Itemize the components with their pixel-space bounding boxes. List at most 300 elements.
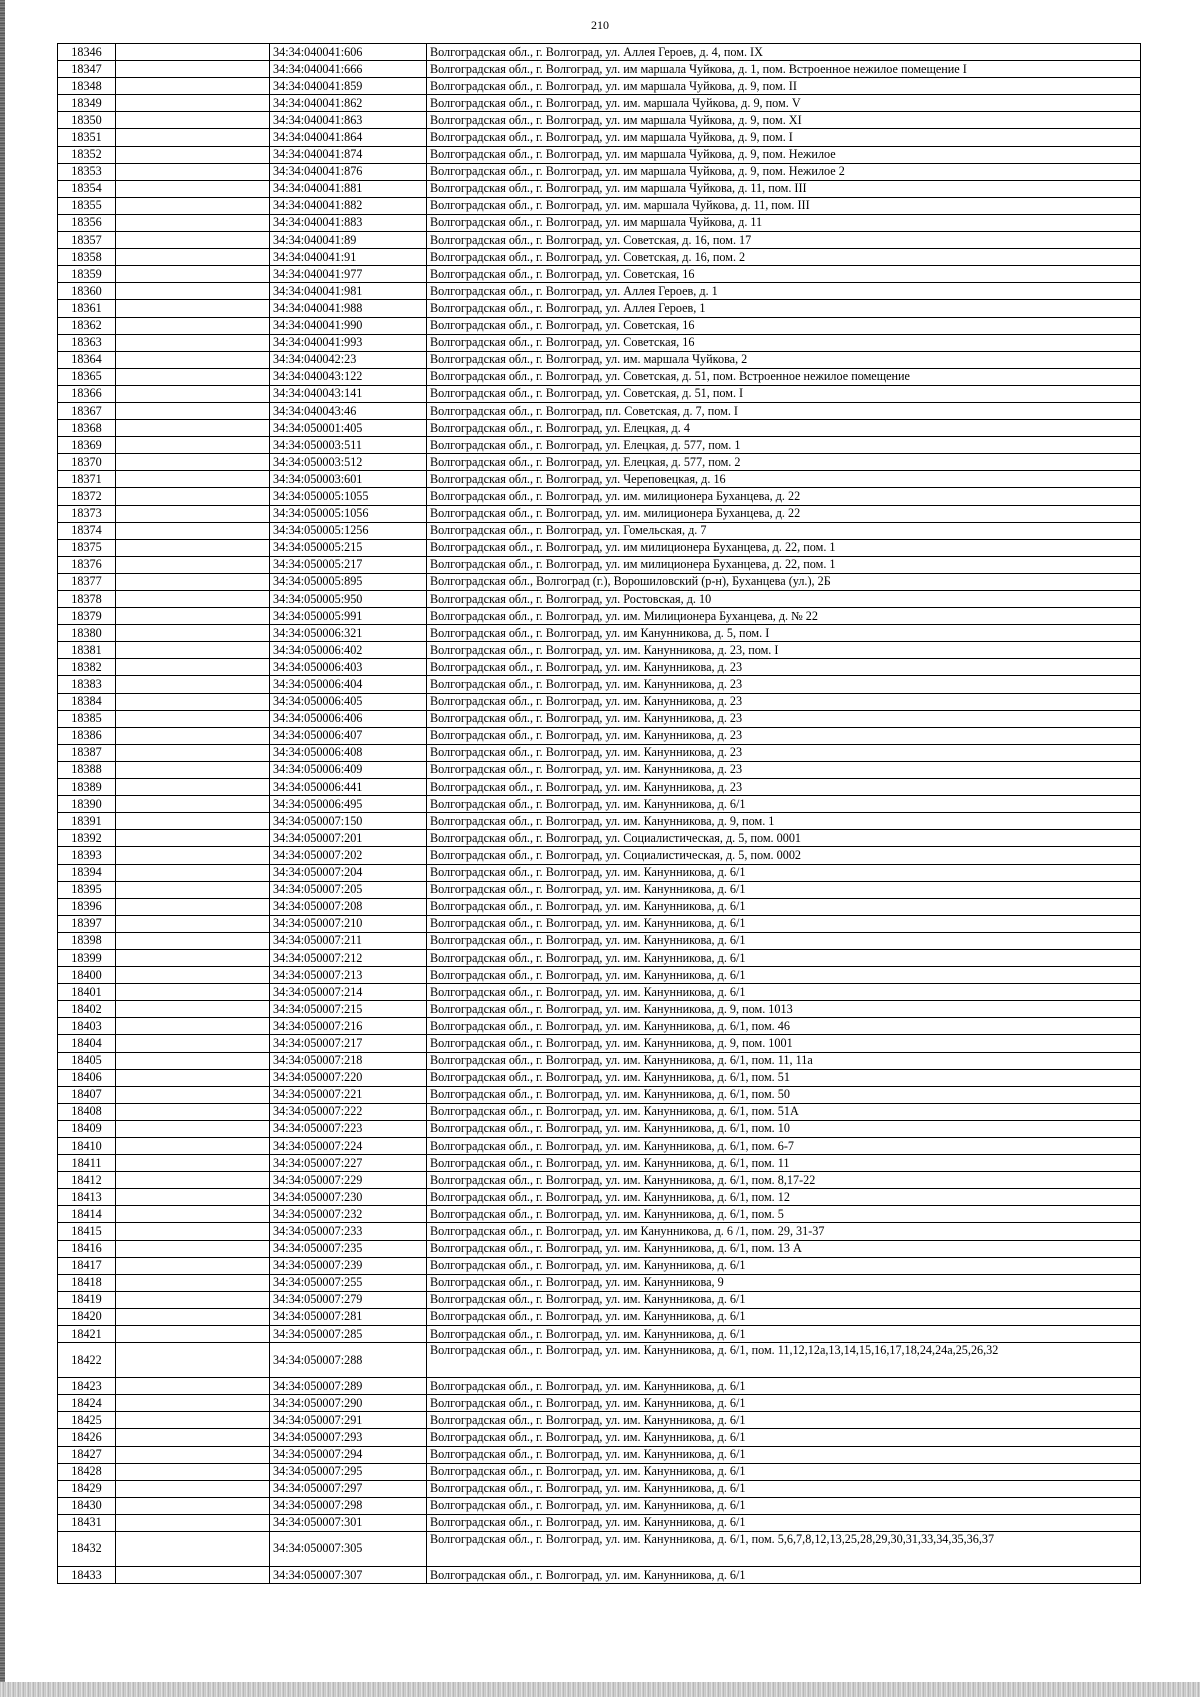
empty-cell — [116, 625, 270, 642]
table-row — [58, 420, 1141, 437]
row-number-cell: 18416 — [58, 1240, 116, 1257]
row-number-cell: 18386 — [58, 727, 116, 744]
row-number-cell: 18390 — [58, 796, 116, 813]
address-cell: Волгоградская обл., г. Волгоград, ул. им. маршала Чуйкова, д. 9, пом. V — [427, 95, 1141, 112]
cadastral-number-cell: 34:34:050006:403 — [270, 659, 427, 676]
row-number-cell: 18368 — [58, 420, 116, 437]
row-number-cell: 18376 — [58, 556, 116, 573]
row-number-cell: 18374 — [58, 522, 116, 539]
empty-cell — [116, 1103, 270, 1120]
cadastral-number-cell: 34:34:050007:230 — [270, 1189, 427, 1206]
empty-cell — [116, 693, 270, 710]
cadastral-number-cell: 34:34:050007:221 — [270, 1086, 427, 1103]
row-number-cell: 18348 — [58, 78, 116, 95]
row-number-cell: 18379 — [58, 608, 116, 625]
address-cell: Волгоградская обл., г. Волгоград, ул. им. Канунникова, д. 6/1, пом. 13 А — [427, 1240, 1141, 1257]
table-row — [58, 591, 1141, 608]
cadastral-number-cell: 34:34:050007:208 — [270, 898, 427, 915]
table-row — [58, 214, 1141, 231]
address-cell: Волгоградская обл., г. Волгоград, ул. им. Канунникова, д. 6/1 — [427, 898, 1141, 915]
row-number-cell: 18405 — [58, 1052, 116, 1069]
table-row — [58, 779, 1141, 796]
address-cell: Волгоградская обл., г. Волгоград, ул. им. Канунникова, д. 9, пом. 1001 — [427, 1035, 1141, 1052]
empty-cell — [116, 1120, 270, 1137]
table-row — [58, 830, 1141, 847]
table-row — [58, 61, 1141, 78]
table-row — [58, 232, 1141, 249]
table-row — [58, 1497, 1141, 1514]
address-cell: Волгоградская обл., г. Волгоград, ул. им. Канунникова, д. 6/1 — [427, 984, 1141, 1001]
table-row — [58, 78, 1141, 95]
empty-cell — [116, 847, 270, 864]
address-cell: Волгоградская обл., г. Волгоград, ул. им милиционера Буханцева, д. 22, пом. 1 — [427, 556, 1141, 573]
table-row — [58, 727, 1141, 744]
table-row — [58, 710, 1141, 727]
empty-cell — [116, 437, 270, 454]
cadastral-number-cell: 34:34:050005:895 — [270, 573, 427, 590]
empty-cell — [116, 796, 270, 813]
table-row — [58, 95, 1141, 112]
table-row — [58, 266, 1141, 283]
cadastral-number-cell: 34:34:050006:406 — [270, 710, 427, 727]
row-number-cell: 18411 — [58, 1155, 116, 1172]
table-row — [58, 847, 1141, 864]
row-number-cell: 18370 — [58, 454, 116, 471]
address-cell: Волгоградская обл., г. Волгоград, ул. им. Канунникова, д. 6/1 — [427, 1412, 1141, 1429]
table-row — [58, 1035, 1141, 1052]
cadastral-number-cell: 34:34:050005:215 — [270, 539, 427, 556]
empty-cell — [116, 779, 270, 796]
empty-cell — [116, 1531, 270, 1566]
row-number-cell: 18351 — [58, 129, 116, 146]
empty-cell — [116, 813, 270, 830]
cadastral-number-cell: 34:34:050005:1056 — [270, 505, 427, 522]
scan-edge-bottom — [0, 1682, 1200, 1697]
empty-cell — [116, 864, 270, 881]
row-number-cell: 18372 — [58, 488, 116, 505]
row-number-cell: 18399 — [58, 949, 116, 966]
address-cell: Волгоградская обл., г. Волгоград, ул. Аллея Героев, д. 4, пом. IX — [427, 44, 1141, 61]
address-cell: Волгоградская обл., г. Волгоград, ул. им. Канунникова, д. 6/1, пом. 46 — [427, 1018, 1141, 1035]
empty-cell — [116, 1172, 270, 1189]
cadastral-number-cell: 34:34:050005:1256 — [270, 522, 427, 539]
empty-cell — [116, 163, 270, 180]
row-number-cell: 18380 — [58, 625, 116, 642]
empty-cell — [116, 488, 270, 505]
cadastral-number-cell: 34:34:040043:141 — [270, 385, 427, 402]
address-cell: Волгоградская обл., г. Волгоград, ул. им. Канунникова, д. 6/1 — [427, 932, 1141, 949]
cadastral-number-cell: 34:34:050006:408 — [270, 744, 427, 761]
table-row — [58, 1429, 1141, 1446]
cadastral-number-cell: 34:34:040041:977 — [270, 266, 427, 283]
empty-cell — [116, 249, 270, 266]
row-number-cell: 18358 — [58, 249, 116, 266]
table-row — [58, 300, 1141, 317]
address-cell: Волгоградская обл., г. Волгоград, ул. им. Канунникова, д. 23 — [427, 744, 1141, 761]
cadastral-number-cell: 34:34:050006:405 — [270, 693, 427, 710]
row-number-cell: 18433 — [58, 1566, 116, 1583]
address-cell: Волгоградская обл., г. Волгоград, ул. Череповецкая, д. 16 — [427, 471, 1141, 488]
row-number-cell: 18363 — [58, 334, 116, 351]
empty-cell — [116, 1429, 270, 1446]
cadastral-number-cell: 34:34:040041:859 — [270, 78, 427, 95]
cadastral-number-cell: 34:34:050007:255 — [270, 1274, 427, 1291]
table-row — [58, 1531, 1141, 1566]
empty-cell — [116, 1223, 270, 1240]
row-number-cell: 18389 — [58, 779, 116, 796]
row-number-cell: 18402 — [58, 1001, 116, 1018]
table-row — [58, 1463, 1141, 1480]
empty-cell — [116, 214, 270, 231]
row-number-cell: 18425 — [58, 1412, 116, 1429]
address-cell: Волгоградская обл., г. Волгоград, ул. им маршала Чуйкова, д. 9, пом. II — [427, 78, 1141, 95]
cadastral-number-cell: 34:34:050007:214 — [270, 984, 427, 1001]
table-row — [58, 44, 1141, 61]
cadastral-number-cell: 34:34:050006:495 — [270, 796, 427, 813]
row-number-cell: 18391 — [58, 813, 116, 830]
table-row — [58, 1480, 1141, 1497]
row-number-cell: 18361 — [58, 300, 116, 317]
empty-cell — [116, 915, 270, 932]
empty-cell — [116, 471, 270, 488]
row-number-cell: 18410 — [58, 1138, 116, 1155]
table-row — [58, 1001, 1141, 1018]
row-number-cell: 18419 — [58, 1291, 116, 1308]
row-number-cell: 18347 — [58, 61, 116, 78]
empty-cell — [116, 949, 270, 966]
address-cell: Волгоградская обл., г. Волгоград, пл. Советская, д. 7, пом. I — [427, 402, 1141, 419]
table-row — [58, 1326, 1141, 1343]
address-cell: Волгоградская обл., г. Волгоград, ул. им маршала Чуйкова, д. 11 — [427, 214, 1141, 231]
empty-cell — [116, 1189, 270, 1206]
table-row — [58, 1240, 1141, 1257]
cadastral-number-cell: 34:34:050007:213 — [270, 967, 427, 984]
address-cell: Волгоградская обл., г. Волгоград, ул. им. Канунникова, д. 6/1 — [427, 1429, 1141, 1446]
cadastral-number-cell: 34:34:050006:402 — [270, 642, 427, 659]
empty-cell — [116, 1395, 270, 1412]
empty-cell — [116, 1463, 270, 1480]
table-row — [58, 573, 1141, 590]
cadastral-number-cell: 34:34:050007:223 — [270, 1120, 427, 1137]
address-cell: Волгоградская обл., г. Волгоград, ул. им. Канунникова, д. 6/1 — [427, 1308, 1141, 1325]
table-row — [58, 556, 1141, 573]
row-number-cell: 18359 — [58, 266, 116, 283]
cadastral-number-cell: 34:34:050007:305 — [270, 1531, 427, 1566]
cadastral-number-cell: 34:34:050007:218 — [270, 1052, 427, 1069]
empty-cell — [116, 1035, 270, 1052]
table-row — [58, 539, 1141, 556]
cadastral-number-cell: 34:34:050003:601 — [270, 471, 427, 488]
address-cell: Волгоградская обл., г. Волгоград, ул. им. Канунникова, д. 6/1 — [427, 1566, 1141, 1583]
empty-cell — [116, 420, 270, 437]
table-row — [58, 1223, 1141, 1240]
row-number-cell: 18367 — [58, 402, 116, 419]
empty-cell — [116, 556, 270, 573]
table-row — [58, 283, 1141, 300]
row-number-cell: 18355 — [58, 197, 116, 214]
table-row — [58, 1566, 1141, 1583]
table-row — [58, 881, 1141, 898]
address-cell: Волгоградская обл., г. Волгоград, ул. им маршала Чуйкова, д. 9, пом. Нежилое 2 — [427, 163, 1141, 180]
address-cell: Волгоградская обл., г. Волгоград, ул. им. маршала Чуйкова, 2 — [427, 351, 1141, 368]
address-cell: Волгоградская обл., г. Волгоград, ул. им. Канунникова, д. 6/1 — [427, 1480, 1141, 1497]
table-row — [58, 984, 1141, 1001]
table-row — [58, 761, 1141, 778]
row-number-cell: 18403 — [58, 1018, 116, 1035]
row-number-cell: 18349 — [58, 95, 116, 112]
table-row — [58, 915, 1141, 932]
empty-cell — [116, 61, 270, 78]
cadastral-number-cell: 34:34:050007:211 — [270, 932, 427, 949]
address-cell: Волгоградская обл., г. Волгоград, ул. им. Канунникова, д. 6/1 — [427, 1378, 1141, 1395]
empty-cell — [116, 368, 270, 385]
empty-cell — [116, 1155, 270, 1172]
address-cell: Волгоградская обл., г. Волгоград, ул. им. Канунникова, д. 23 — [427, 761, 1141, 778]
empty-cell — [116, 1291, 270, 1308]
table-row — [58, 932, 1141, 949]
table-row — [58, 249, 1141, 266]
cadastral-number-cell: 34:34:040041:862 — [270, 95, 427, 112]
empty-cell — [116, 1052, 270, 1069]
address-cell: Волгоградская обл., г. Волгоград, ул. им. Канунникова, д. 6/1 — [427, 1446, 1141, 1463]
row-number-cell: 18382 — [58, 659, 116, 676]
address-cell: Волгоградская обл., г. Волгоград, ул. Советская, д. 51, пом. I — [427, 385, 1141, 402]
row-number-cell: 18424 — [58, 1395, 116, 1412]
row-number-cell: 18392 — [58, 830, 116, 847]
row-number-cell: 18396 — [58, 898, 116, 915]
address-cell: Волгоградская обл., г. Волгоград, ул. им. Канунникова, д. 6/1 — [427, 967, 1141, 984]
address-cell: Волгоградская обл., г. Волгоград, ул. Социалистическая, д. 5, пом. 0001 — [427, 830, 1141, 847]
address-cell: Волгоградская обл., г. Волгоград, ул. Советская, д. 16, пом. 2 — [427, 249, 1141, 266]
cadastral-number-cell: 34:34:050007:202 — [270, 847, 427, 864]
row-number-cell: 18394 — [58, 864, 116, 881]
table-row — [58, 1378, 1141, 1395]
cadastral-number-cell: 34:34:040043:46 — [270, 402, 427, 419]
empty-cell — [116, 1257, 270, 1274]
row-number-cell: 18401 — [58, 984, 116, 1001]
table-row — [58, 1069, 1141, 1086]
empty-cell — [116, 334, 270, 351]
empty-cell — [116, 44, 270, 61]
empty-cell — [116, 1069, 270, 1086]
address-cell: Волгоградская обл., г. Волгоград, ул. им. маршала Чуйкова, д. 11, пом. III — [427, 197, 1141, 214]
cadastral-number-cell: 34:34:050005:991 — [270, 608, 427, 625]
empty-cell — [116, 283, 270, 300]
row-number-cell: 18420 — [58, 1308, 116, 1325]
cadastral-number-cell: 34:34:050007:288 — [270, 1343, 427, 1378]
row-number-cell: 18354 — [58, 180, 116, 197]
table-row — [58, 1052, 1141, 1069]
cadastral-number-cell: 34:34:050006:407 — [270, 727, 427, 744]
cadastral-number-cell: 34:34:050007:307 — [270, 1566, 427, 1583]
table-row — [58, 1138, 1141, 1155]
row-number-cell: 18421 — [58, 1326, 116, 1343]
row-number-cell: 18426 — [58, 1429, 116, 1446]
row-number-cell: 18408 — [58, 1103, 116, 1120]
empty-cell — [116, 1308, 270, 1325]
address-cell: Волгоградская обл., г. Волгоград, ул. им маршала Чуйкова, д. 9, пом. Нежилое — [427, 146, 1141, 163]
table-row — [58, 864, 1141, 881]
address-cell: Волгоградская обл., г. Волгоград, ул. Советская, 16 — [427, 266, 1141, 283]
row-number-cell: 18360 — [58, 283, 116, 300]
address-cell: Волгоградская обл., г. Волгоград, ул. Гомельская, д. 7 — [427, 522, 1141, 539]
address-cell: Волгоградская обл., г. Волгоград, ул. им. Канунникова, 9 — [427, 1274, 1141, 1291]
table-row — [58, 1412, 1141, 1429]
cadastral-number-cell: 34:34:050007:220 — [270, 1069, 427, 1086]
empty-cell — [116, 522, 270, 539]
row-number-cell: 18388 — [58, 761, 116, 778]
empty-cell — [116, 505, 270, 522]
address-cell: Волгоградская обл., г. Волгоград, ул. Елецкая, д. 4 — [427, 420, 1141, 437]
cadastral-number-cell: 34:34:050007:289 — [270, 1378, 427, 1395]
empty-cell — [116, 539, 270, 556]
address-cell: Волгоградская обл., г. Волгоград, ул. им. Канунникова, д. 6/1, пом. 51 — [427, 1069, 1141, 1086]
cadastral-number-cell: 34:34:050007:205 — [270, 881, 427, 898]
empty-cell — [116, 967, 270, 984]
empty-cell — [116, 197, 270, 214]
empty-cell — [116, 1378, 270, 1395]
cadastral-number-cell: 34:34:050006:404 — [270, 676, 427, 693]
address-cell: Волгоградская обл., г. Волгоград, ул. им. Канунникова, д. 6/1 — [427, 796, 1141, 813]
row-number-cell: 18362 — [58, 317, 116, 334]
registry-body — [58, 44, 1141, 1584]
cadastral-number-cell: 34:34:040041:993 — [270, 334, 427, 351]
scan-edge-left — [0, 0, 5, 1697]
empty-cell — [116, 1274, 270, 1291]
empty-cell — [116, 984, 270, 1001]
empty-cell — [116, 402, 270, 419]
cadastral-number-cell: 34:34:040041:981 — [270, 283, 427, 300]
row-number-cell: 18432 — [58, 1531, 116, 1566]
table-row — [58, 197, 1141, 214]
table-row — [58, 471, 1141, 488]
cadastral-number-cell: 34:34:050007:235 — [270, 1240, 427, 1257]
cadastral-number-cell: 34:34:050006:321 — [270, 625, 427, 642]
table-row — [58, 676, 1141, 693]
table-row — [58, 1120, 1141, 1137]
row-number-cell: 18384 — [58, 693, 116, 710]
row-number-cell: 18400 — [58, 967, 116, 984]
empty-cell — [116, 1480, 270, 1497]
table-row — [58, 368, 1141, 385]
address-cell: Волгоградская обл., г. Волгоград, ул. им. Канунникова, д. 6/1 — [427, 1514, 1141, 1531]
row-number-cell: 18387 — [58, 744, 116, 761]
address-cell: Волгоградская обл., г. Волгоград, ул. им. милиционера Буханцева, д. 22 — [427, 505, 1141, 522]
table-row — [58, 1103, 1141, 1120]
address-cell: Волгоградская обл., г. Волгоград, ул. им. Канунникова, д. 23 — [427, 659, 1141, 676]
cadastral-number-cell: 34:34:050005:1055 — [270, 488, 427, 505]
table-row — [58, 334, 1141, 351]
empty-cell — [116, 1138, 270, 1155]
empty-cell — [116, 1018, 270, 1035]
table-row — [58, 402, 1141, 419]
empty-cell — [116, 1206, 270, 1223]
page-number: 210 — [591, 18, 609, 32]
address-cell: Волгоградская обл., г. Волгоград, ул. им. Канунникова, д. 23 — [427, 693, 1141, 710]
empty-cell — [116, 659, 270, 676]
row-number-cell: 18413 — [58, 1189, 116, 1206]
row-number-cell: 18356 — [58, 214, 116, 231]
cadastral-number-cell: 34:34:050007:227 — [270, 1155, 427, 1172]
row-number-cell: 18369 — [58, 437, 116, 454]
cadastral-number-cell: 34:34:040041:876 — [270, 163, 427, 180]
empty-cell — [116, 1343, 270, 1378]
row-number-cell: 18395 — [58, 881, 116, 898]
cadastral-number-cell: 34:34:050006:409 — [270, 761, 427, 778]
cadastral-number-cell: 34:34:050007:210 — [270, 915, 427, 932]
address-cell: Волгоградская обл., г. Волгоград, ул. им. милиционера Буханцева, д. 22 — [427, 488, 1141, 505]
cadastral-number-cell: 34:34:050001:405 — [270, 420, 427, 437]
empty-cell — [116, 591, 270, 608]
address-cell: Волгоградская обл., г. Волгоград, ул. им. Канунникова, д. 6/1, пом. 8,17-22 — [427, 1172, 1141, 1189]
address-cell: Волгоградская обл., г. Волгоград, ул. им. Канунникова, д. 6/1 — [427, 881, 1141, 898]
cadastral-number-cell: 34:34:050005:950 — [270, 591, 427, 608]
cadastral-number-cell: 34:34:050007:216 — [270, 1018, 427, 1035]
row-number-cell: 18353 — [58, 163, 116, 180]
empty-cell — [116, 129, 270, 146]
address-cell: Волгоградская обл., г. Волгоград, ул. им милиционера Буханцева, д. 22, пом. 1 — [427, 539, 1141, 556]
cadastral-number-cell: 34:34:050007:224 — [270, 1138, 427, 1155]
address-cell: Волгоградская обл., г. Волгоград, ул. им. Канунникова, д. 6/1, пом. 11,12,12а,13,14,15,16,17,18,24,24а,25,26,32 — [427, 1343, 1141, 1378]
empty-cell — [116, 1497, 270, 1514]
address-cell: Волгоградская обл., г. Волгоград, ул. им маршала Чуйкова, д. 9, пом. I — [427, 129, 1141, 146]
cadastral-number-cell: 34:34:040041:89 — [270, 232, 427, 249]
row-number-cell: 18398 — [58, 932, 116, 949]
address-cell: Волгоградская обл., г. Волгоград, ул. им. Канунникова, д. 6/1, пом. 50 — [427, 1086, 1141, 1103]
table-row — [58, 112, 1141, 129]
empty-cell — [116, 232, 270, 249]
row-number-cell: 18418 — [58, 1274, 116, 1291]
table-row — [58, 1155, 1141, 1172]
table-row — [58, 1446, 1141, 1463]
empty-cell — [116, 78, 270, 95]
table-row — [58, 454, 1141, 471]
address-cell: Волгоградская обл., г. Волгоград, ул. Аллея Героев, 1 — [427, 300, 1141, 317]
empty-cell — [116, 1412, 270, 1429]
registry-table — [57, 43, 1141, 1584]
empty-cell — [116, 761, 270, 778]
cadastral-number-cell: 34:34:040041:863 — [270, 112, 427, 129]
row-number-cell: 18404 — [58, 1035, 116, 1052]
row-number-cell: 18423 — [58, 1378, 116, 1395]
cadastral-number-cell: 34:34:050007:204 — [270, 864, 427, 881]
empty-cell — [116, 1566, 270, 1583]
cadastral-number-cell: 34:34:040041:990 — [270, 317, 427, 334]
address-cell: Волгоградская обл., г. Волгоград, ул. им. Канунникова, д. 6/1, пом. 11 — [427, 1155, 1141, 1172]
address-cell: Волгоградская обл., г. Волгоград, ул. им. Канунникова, д. 6/1, пом. 5,6,7,8,12,13,25,28,29,30,31,33,34,35,36,37 — [427, 1531, 1141, 1566]
empty-cell — [116, 573, 270, 590]
address-cell: Волгоградская обл., г. Волгоград, ул. им. Канунникова, д. 23, пом. I — [427, 642, 1141, 659]
row-number-cell: 18366 — [58, 385, 116, 402]
table-row — [58, 608, 1141, 625]
table-row — [58, 1189, 1141, 1206]
address-cell: Волгоградская обл., г. Волгоград, ул. им. Канунникова, д. 6/1 — [427, 1497, 1141, 1514]
table-row — [58, 437, 1141, 454]
row-number-cell: 18422 — [58, 1343, 116, 1378]
row-number-cell: 18350 — [58, 112, 116, 129]
cadastral-number-cell: 34:34:040041:91 — [270, 249, 427, 266]
address-cell: Волгоградская обл., г. Волгоград, ул. им. Канунникова, д. 6/1, пом. 51А — [427, 1103, 1141, 1120]
empty-cell — [116, 1001, 270, 1018]
cadastral-number-cell: 34:34:040042:23 — [270, 351, 427, 368]
empty-cell — [116, 1326, 270, 1343]
cadastral-number-cell: 34:34:050007:281 — [270, 1308, 427, 1325]
cadastral-number-cell: 34:34:050007:298 — [270, 1497, 427, 1514]
empty-cell — [116, 898, 270, 915]
table-row — [58, 522, 1141, 539]
table-row — [58, 796, 1141, 813]
cadastral-number-cell: 34:34:050007:212 — [270, 949, 427, 966]
